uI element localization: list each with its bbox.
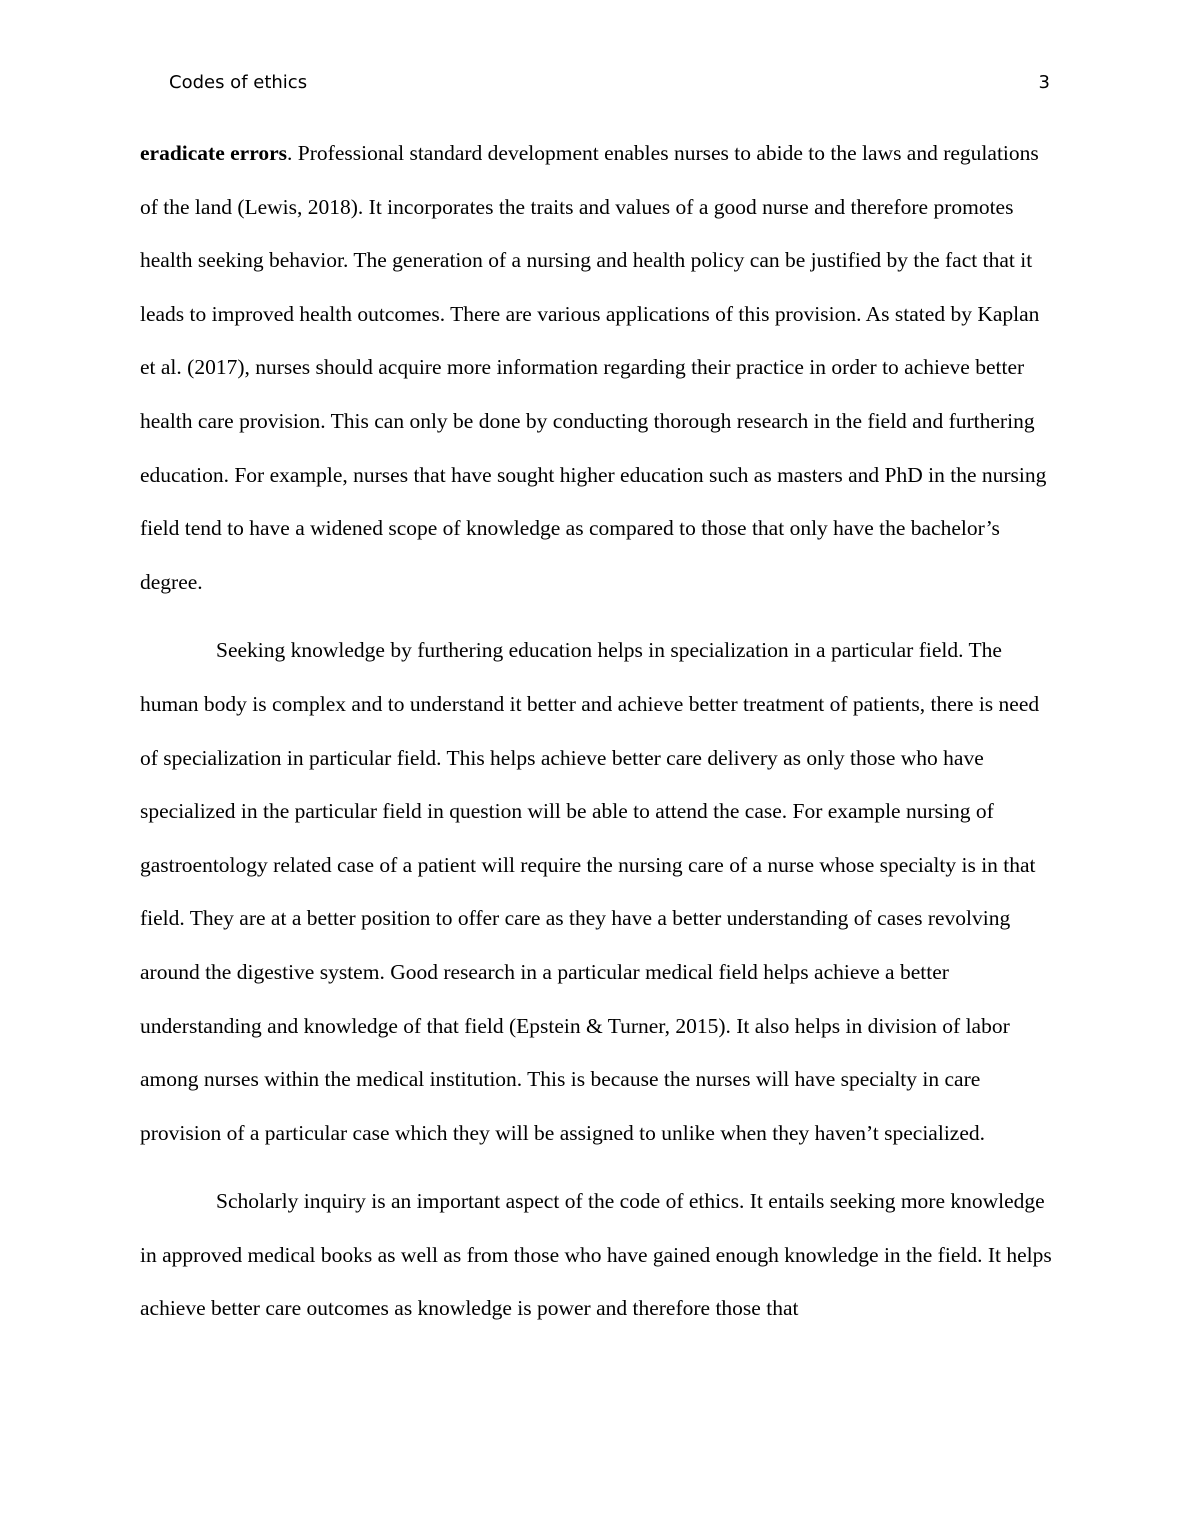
document-body (140, 127, 1052, 1336)
paragraph-3: Scholarly inquiry is an important aspect of the code of ethics. It entails seeking more knowledge in approved medical books as well as from those who have gained enough knowledge in the field. It helps achieve better care outcomes as knowledge is power and therefore those that (140, 1189, 1052, 1321)
paragraph-1-text: . Professional standard development enables nurses to abide to the laws and regulations of the land (Lewis, 2018). It incorporates the traits and values of a good nurse and therefore promotes health seeking behavior. The generation of a nursing and health policy can be justified by the fact that it leads to improved health outcomes. There are various applications of this provision. As stated by Kaplan et al. (2017), nurses should acquire more information regarding their practice in order to achieve better health care provision. This can only be done by conducting thorough research in the field and furthering education. For example, nurses that have sought higher education such as masters and PhD in the nursing field tend to have a widened scope of knowledge as compared to those that only have the bachelor’s degree. (140, 141, 1047, 594)
paragraph-1 (140, 127, 1052, 609)
running-head: Codes of ethics (169, 72, 308, 93)
bold-lead-text: eradicate errors (140, 141, 288, 165)
paragraph-2: Seeking knowledge by furthering education helps in specialization in a particular field. The human body is complex and to understand it better and achieve better treatment of patients, there is need of specialization in particular field. This helps achieve better care delivery as only those who have specialized in the particular field in question will be able to attend the case. For example nursing of gastroentology related case of a patient will require the nursing care of a nurse whose specialty is in that field. They are at a better position to offer care as they have a better understanding of cases revolving around the digestive system. Good research in a particular medical field helps achieve a better understanding and knowledge of that field (Epstein & Turner, 2015). It also helps in division of labor among nurses within the medical institution. This is because the nurses will have specialty in care provision of a particular case which they will be assigned to unlike when they haven’t specialized. (140, 638, 1040, 1145)
page-number: 3 (1038, 72, 1050, 93)
